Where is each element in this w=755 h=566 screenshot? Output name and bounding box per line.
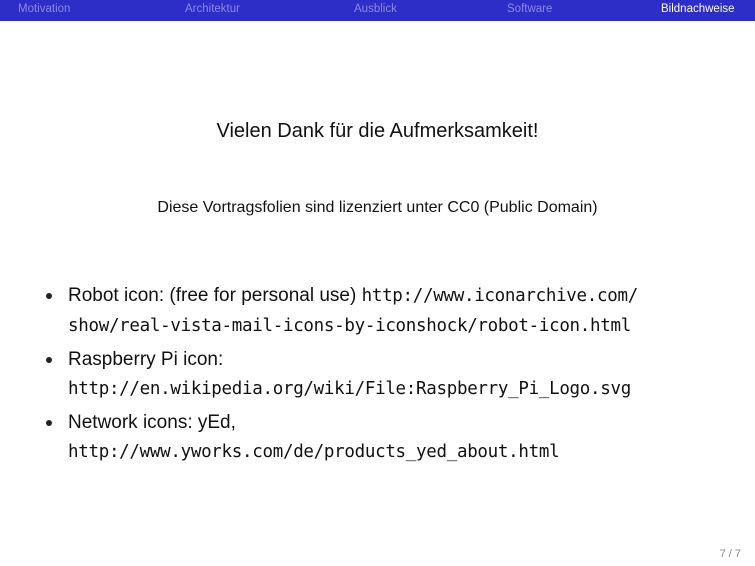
nav-item-bildnachweise[interactable]: Bildnachweise xyxy=(661,3,735,15)
list-item xyxy=(44,408,744,467)
credit-url[interactable]: show/real-vista-mail-icons-by-iconshock/robot-icon.html xyxy=(68,316,631,336)
page-number: 7 / 7 xyxy=(719,548,741,560)
nav-item-software[interactable]: Software xyxy=(507,3,553,15)
nav-item-architektur[interactable]: Architektur xyxy=(185,3,240,15)
bullet-icon xyxy=(46,357,52,363)
bullet-icon xyxy=(46,293,52,299)
credit-text: Network icons: yEd, xyxy=(68,412,236,433)
credit-url[interactable]: http://en.wikipedia.org/wiki/File:Raspberry_Pi_Logo.svg xyxy=(68,379,631,399)
credit-url[interactable]: http://www.yworks.com/de/products_yed_about.html xyxy=(68,442,560,462)
nav-item-ausblick[interactable]: Ausblick xyxy=(354,3,397,15)
list-item xyxy=(44,281,744,341)
nav-item-motivation[interactable]: Motivation xyxy=(18,3,71,15)
thanks-heading: Vielen Dank für die Aufmerksamkeit! xyxy=(216,120,539,142)
list-item xyxy=(44,345,744,404)
bullet-icon xyxy=(46,420,52,426)
credit-text: Raspberry Pi icon: xyxy=(68,349,224,370)
credit-url[interactable]: http://www.iconarchive.com/ xyxy=(361,286,638,306)
section-navbar xyxy=(0,0,755,21)
license-note: Diese Vortragsfolien sind lizenziert unter CC0 (Public Domain) xyxy=(157,199,598,216)
image-credits-list xyxy=(44,281,744,471)
credit-text: Robot icon: (free for personal use) xyxy=(68,285,357,306)
